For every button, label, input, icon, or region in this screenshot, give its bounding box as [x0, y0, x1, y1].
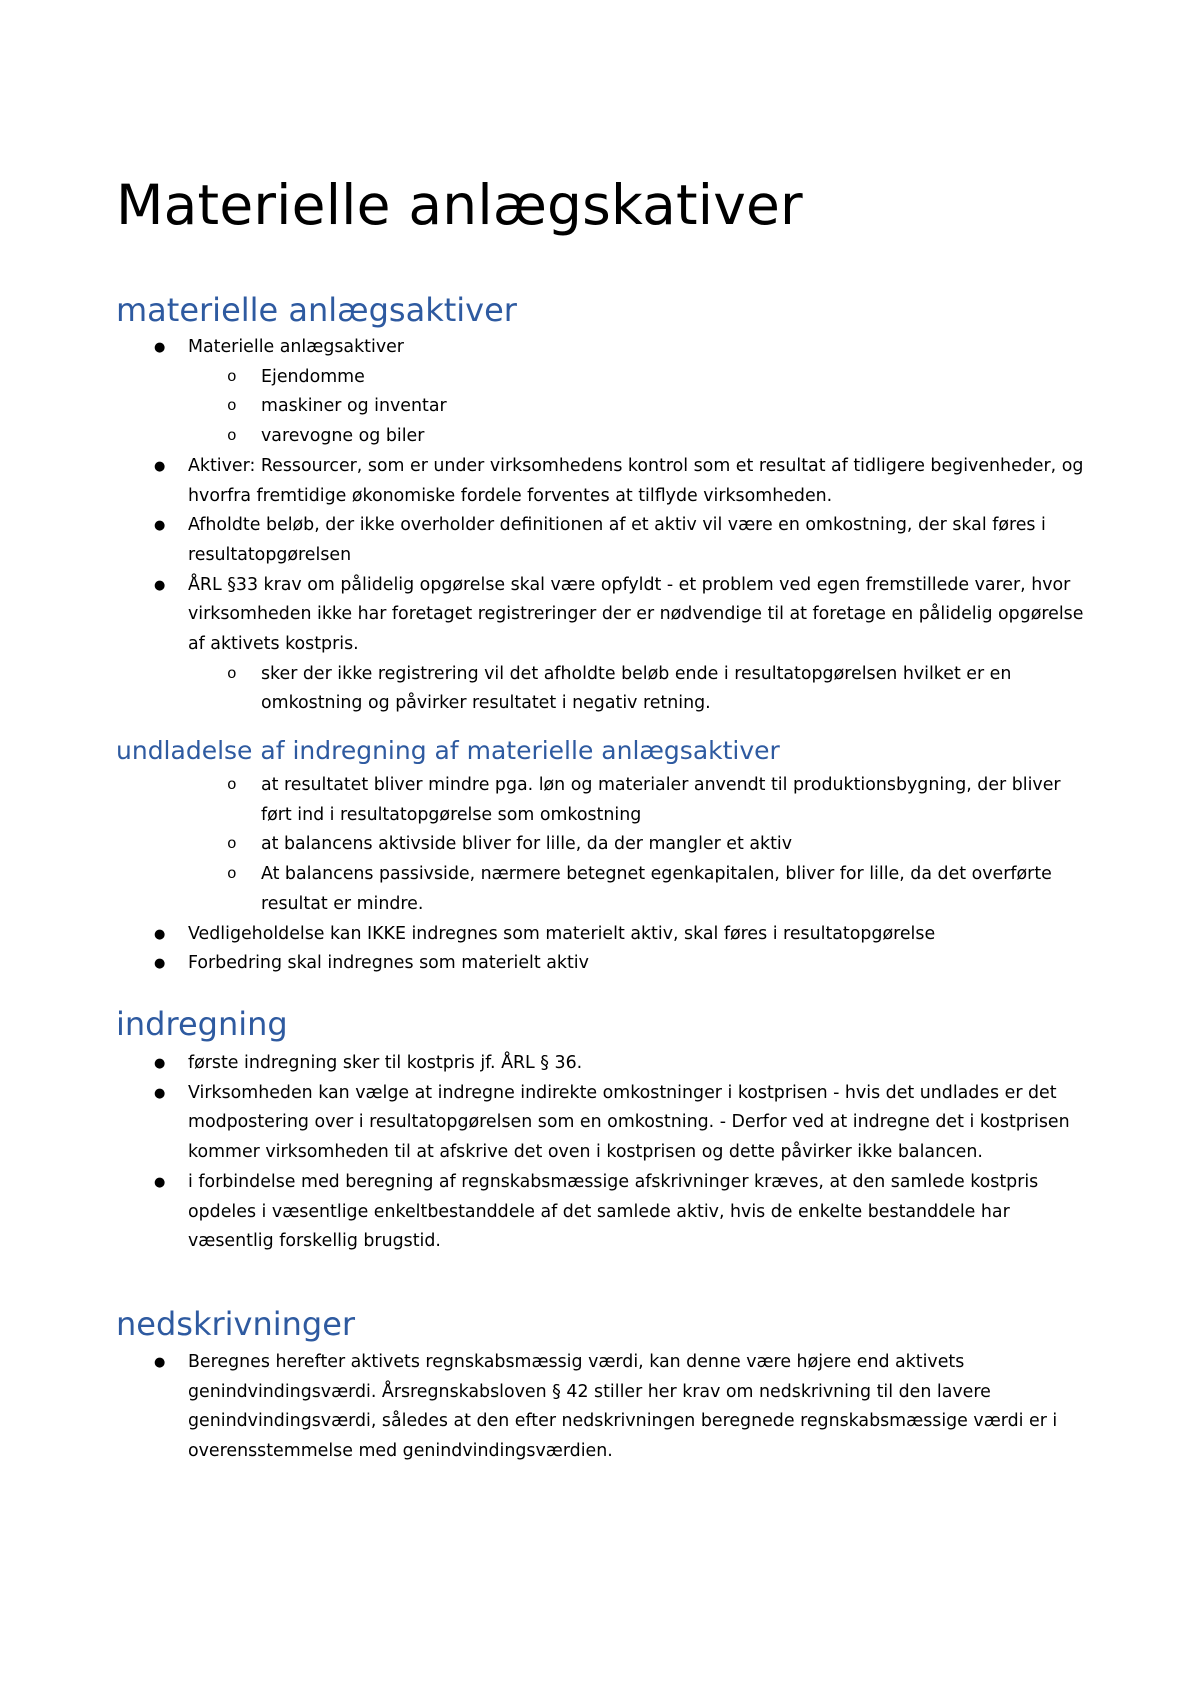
section-list-undladelse	[0, 771, 1200, 979]
list-item: o varevogne og biler	[0, 422, 1094, 452]
list-item: o sker der ikke registrering vil det afholdte beløb ende i resultatopgørelsen hvilket er en omkostning og påvirker resultatet i negativ retning.	[0, 660, 1094, 719]
sub-bullet-icon: o	[227, 397, 237, 416]
bullet-icon: ●	[154, 956, 166, 972]
list-item: ● ÅRL §33 krav om pålidelig opgørelse skal være opfyldt - et problem ved egen fremstillede varer, hvor virksomheden ikke har foretaget registreringer der er nødvendige til at foretage en pålidelig opgørelse af aktivets kostpris.	[0, 571, 1094, 660]
bullet-icon: ●	[154, 458, 166, 474]
list-item: o at resultatet bliver mindre pga. løn og materialer anvendt til produktionsbygning, der bliver ført ind i resultatopgørelse som omkostning	[0, 771, 1094, 830]
section-list-materielle	[0, 333, 1200, 719]
list-item: o maskiner og inventar	[0, 392, 1094, 422]
list-item: ● Materielle anlægsaktiver	[0, 333, 1094, 363]
bullet-icon: ●	[154, 1355, 166, 1370]
bullet-icon: ●	[154, 518, 166, 534]
list-item: ● første indregning sker til kostpris jf. ÅRL § 36.	[0, 1049, 1094, 1079]
list-item: ● Aktiver: Ressourcer, som er under virksomhedens kontrol som et resultat af tidligere begivenheder, og hvorfra fremtidige økonomiske fordele forventes at tilflyde virksomheden.	[0, 452, 1094, 511]
bullet-icon: ●	[154, 577, 166, 593]
sub-bullet-icon: o	[227, 776, 237, 794]
bullet-icon: ●	[154, 1056, 166, 1071]
list-item: o At balancens passivside, nærmere betegnet egenkapitalen, bliver for lille, da det overførte resultat er mindre.	[0, 860, 1094, 919]
list-item: ● Beregnes herefter aktivets regnskabsmæssig værdi, kan denne være højere end aktivets genindvindingsværdi. Årsregnskabsloven § 42 stiller her krav om nedskrivning til den lavere genindvindingsværdi, således at den efter nedskrivningen beregnede regnskabsmæssige værdi er i overensstemmelse med genindvindingsværdien.	[0, 1348, 1094, 1467]
list-item: ● i forbindelse med beregning af regnskabsmæssige afskrivninger kræves, at den samlede kostpris opdeles i væsentlige enkeltbestanddele af det samlede aktiv, hvis de enkelte bestanddele har væsentlig forskellig brugstid.	[0, 1168, 1094, 1257]
section-heading-nedskrivninger: nedskrivninger	[116, 1305, 356, 1343]
section-list-nedskrivninger	[0, 1348, 1200, 1467]
bullet-icon: ●	[154, 1174, 166, 1190]
document-title: Materielle anlægskativer	[116, 173, 803, 237]
bullet-icon: ●	[154, 926, 166, 942]
section-heading-indregning: indregning	[116, 1005, 288, 1043]
sub-bullet-icon: o	[227, 835, 237, 854]
section-list-indregning	[0, 1049, 1200, 1257]
list-item: ● Forbedring skal indregnes som materielt aktiv	[0, 949, 1094, 979]
list-item: o at balancens aktivside bliver for lille, da der mangler et aktiv	[0, 830, 1094, 860]
section-heading-materielle: materielle anlægsaktiver	[116, 291, 517, 329]
bullet-icon: ●	[154, 340, 166, 355]
bullet-icon: ●	[154, 1085, 166, 1101]
sub-bullet-icon: o	[227, 367, 237, 386]
sub-bullet-icon: o	[227, 664, 237, 683]
list-item: ● Vedligeholdelse kan IKKE indregnes som materielt aktiv, skal føres i resultatopgørelse	[0, 920, 1094, 950]
section-heading-undladelse: undladelse af indregning af materielle anlægsaktiver	[116, 736, 780, 765]
list-item: ● Afholdte beløb, der ikke overholder definitionen af et aktiv vil være en omkostning, der skal føres i resultatopgørelsen	[0, 511, 1094, 570]
sub-bullet-icon: o	[227, 427, 237, 446]
sub-bullet-icon: o	[227, 865, 237, 884]
list-item: ● Virksomheden kan vælge at indregne indirekte omkostninger i kostprisen - hvis det undlades er det modpostering over i resultatopgørelsen som en omkostning. - Derfor ved at indregne det i kostprisen kommer virksomheden til at afskrive det oven i kostprisen og dette påvirker ikke balancen.	[0, 1079, 1094, 1168]
list-item: o Ejendomme	[0, 363, 1094, 393]
